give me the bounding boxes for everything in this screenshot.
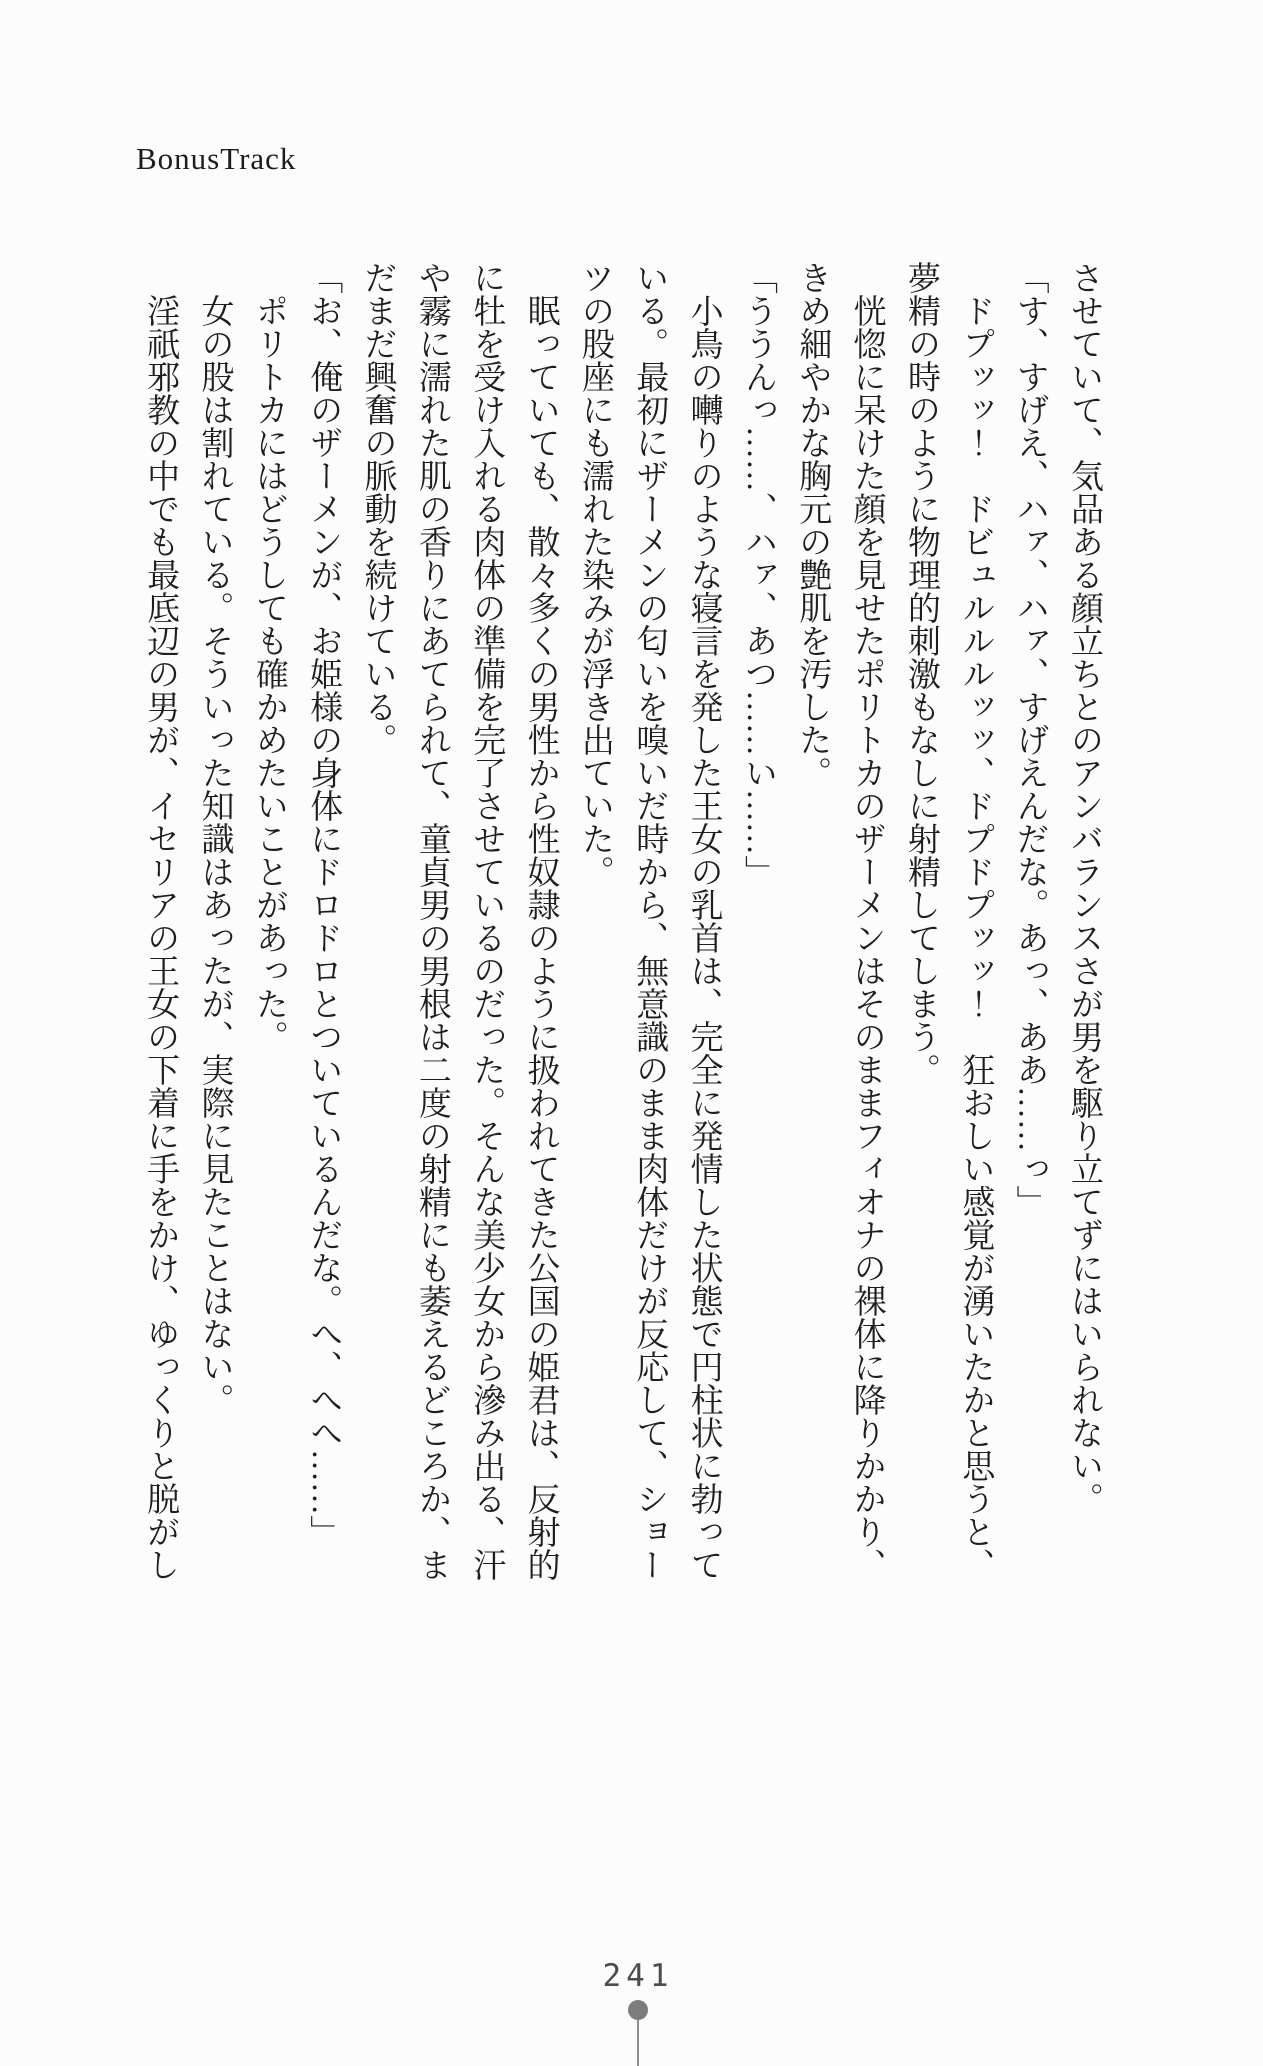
text-line: に牡を受け入れる肉体の準備を完了させているのだった。そんな美少女から滲み出る、汗 [468,261,505,1581]
page-number: 241 [602,1958,674,1994]
text-line: 恍惚に呆けた顔を見せたポリトカのザーメンはそのままフィオナの裸体に降りかかり、 [848,294,885,1581]
text-line: 女の股は割れている。そういった知識はあったが、実際に見たことはない。 [196,294,233,1416]
body-text [133,261,1111,1593]
text-line: きめ細やかな胸元の艶肌を汚した。 [794,261,831,789]
text-line: ドプッッ！ ドビュルルルッッ、ドプドプッッ！ 狂おしい感覚が湧いたかと思うと、 [957,294,994,1581]
footer-bullet-icon [628,2000,648,2020]
text-line: だまだ興奮の脈動を続けている。 [359,261,396,756]
text-line: 眠っていても、散々多くの男性から性奴隷のように扱われてきた公国の姫君は、反射的 [522,294,559,1581]
footer-leader-line [637,2016,639,2066]
text-line: 夢精の時のように物理的刺激もなしに射精してしまう。 [902,261,939,1086]
text-line: させていて、気品ある顔立ちとのアンバランスさが男を駆り立てずにはいられない。 [1066,261,1102,1515]
text-line: ポリトカにはどうしても確かめたいことがあった。 [250,294,287,1053]
text-line: ツの股座にも濡れた染みが浮き出ていた。 [576,261,613,888]
text-line: 「す、すげえ、ハァ、ハァ、すげえんだな。あっ、ああ……っ」 [1011,261,1048,1218]
text-line: 「ううんっ……、ハァ、あつ……い……」 [739,261,776,888]
text-line: 淫祇邪教の中でも最底辺の男が、イセリアの王女の下着に手をかけ、ゆっくりと脱がし [142,294,179,1581]
running-header: BonusTrack [136,141,297,176]
text-line: 小鳥の囀りのような寝言を発した王女の乳首は、完全に発情した状態で円柱状に勃って [685,294,722,1581]
text-line: や霧に濡れた肌の香りにあてられて、童貞男の男根は二度の射精にも萎えるどころか、ま [413,261,450,1581]
page-footer [0,1958,1263,2066]
text-line: 「お、俺のザーメンが、お姫様の身体にドロドロとついているんだな。へ、へへ……」 [305,261,342,1548]
text-line: いる。最初にザーメンの匂いを嗅いだ時から、無意識のまま肉体だけが反応して、ショー [631,261,668,1581]
